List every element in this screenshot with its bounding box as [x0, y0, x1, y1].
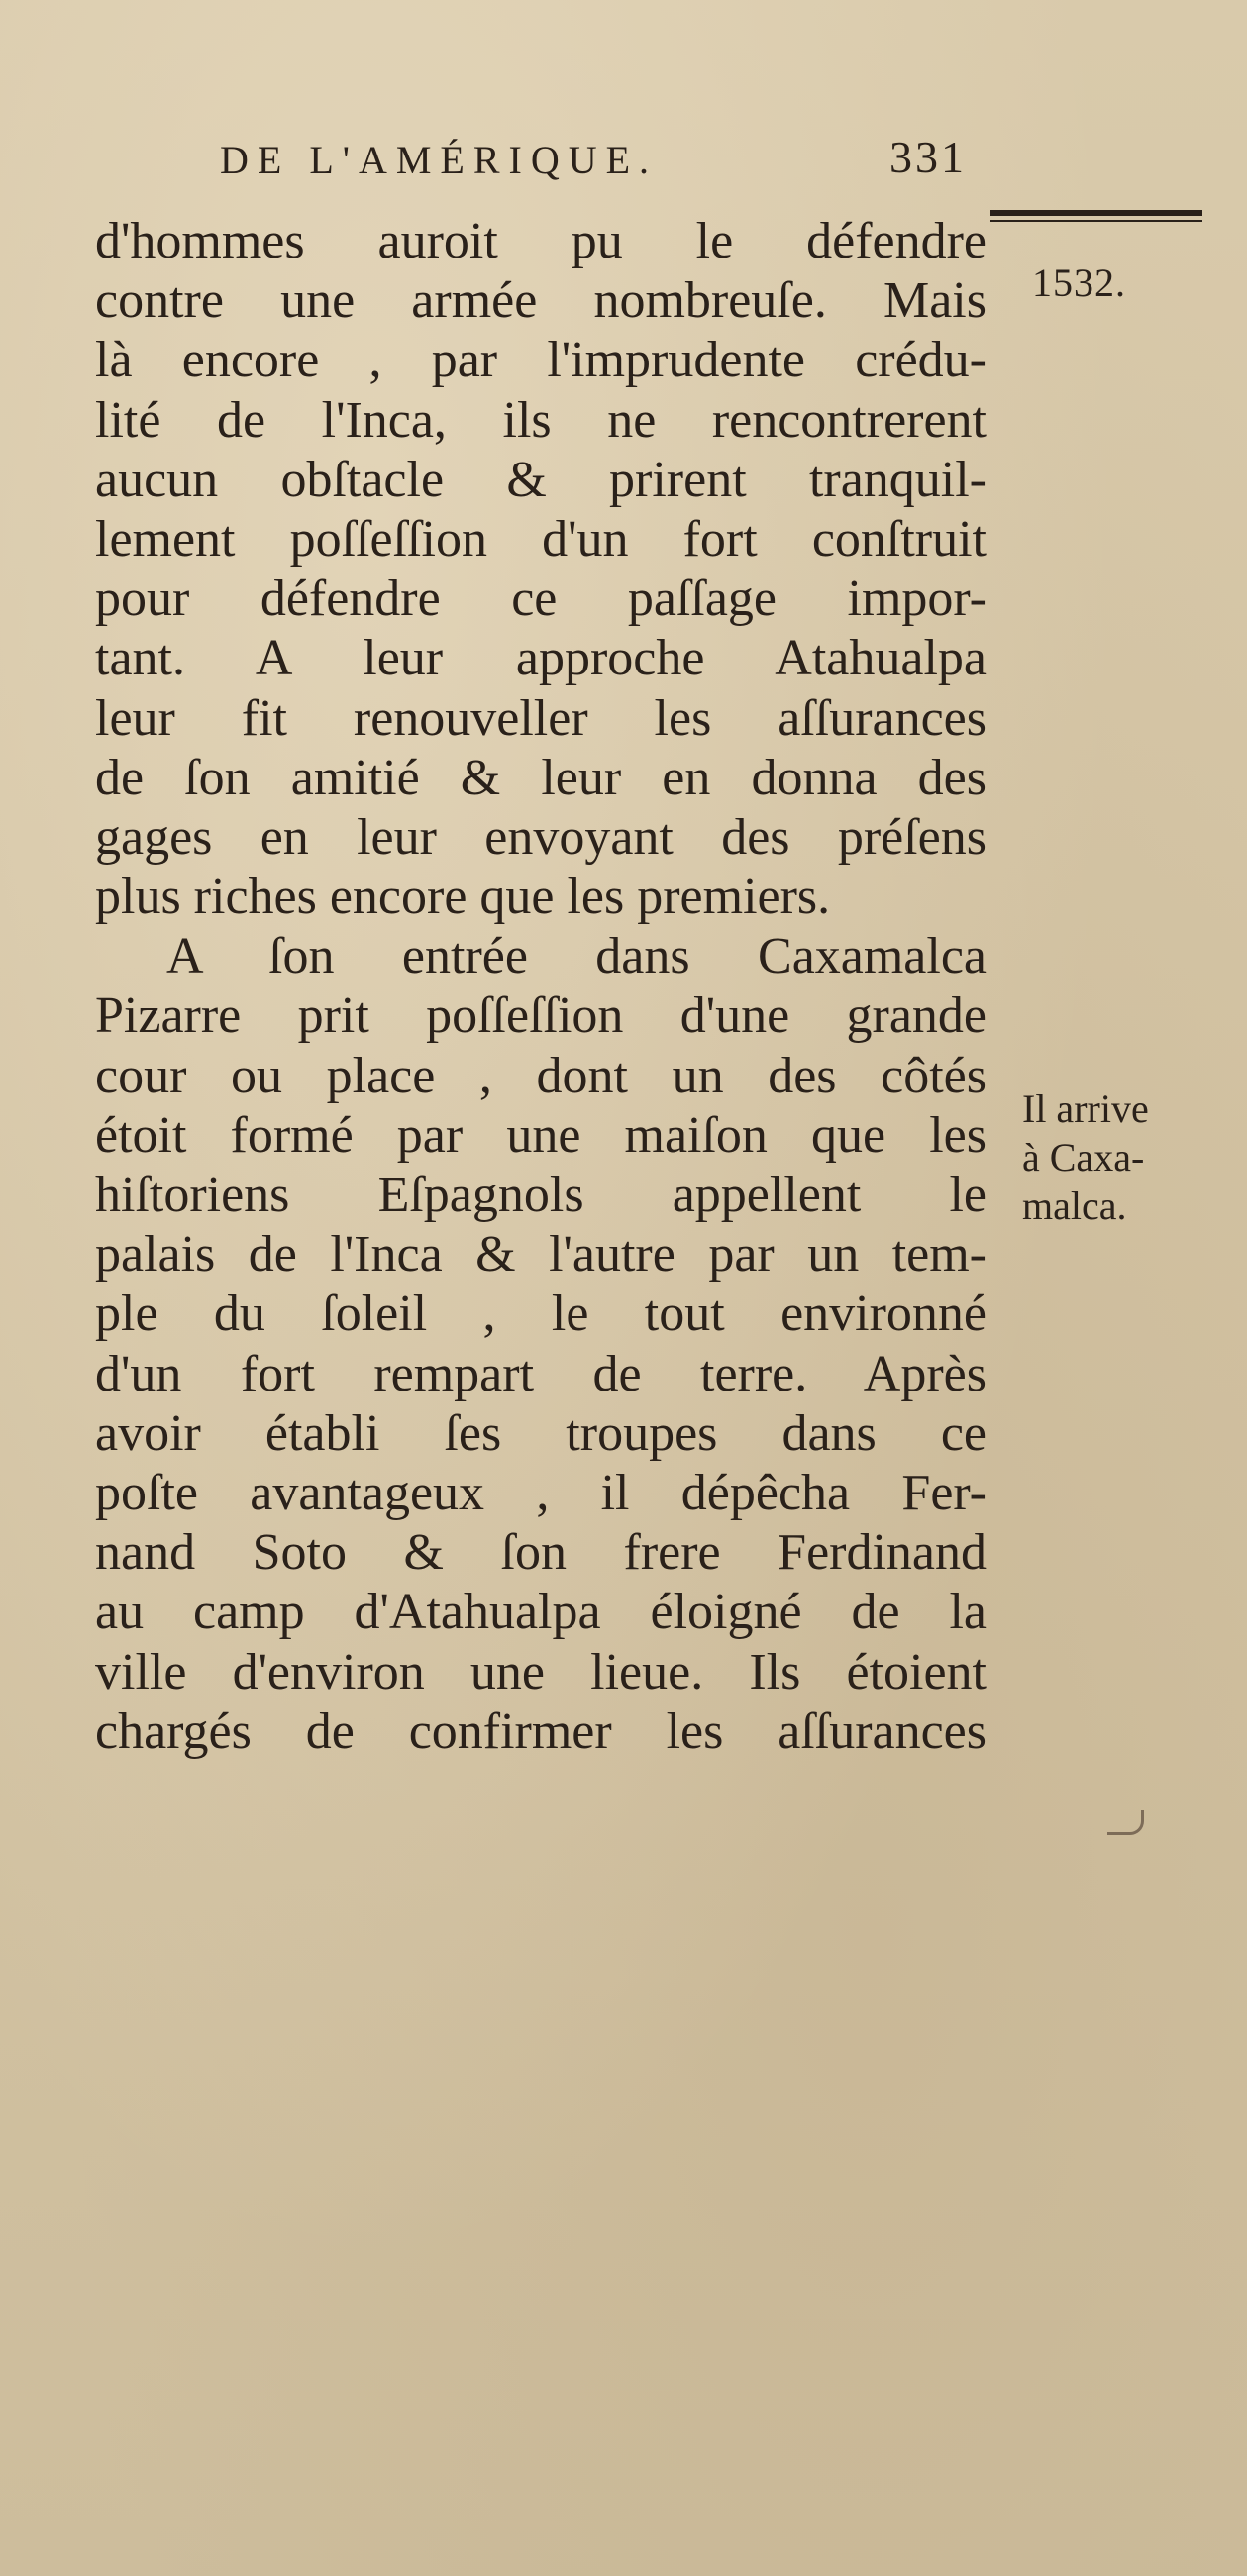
text-line: aucun obſtacle & prirent tranquil- — [95, 451, 987, 508]
text-line: hiſtoriens Eſpagnols appellent le — [95, 1167, 987, 1223]
margin-note — [1022, 1084, 1149, 1230]
text-line: tant. A leur approche Atahualpa — [95, 630, 987, 687]
text-line: Pizarre prit poſſeſſion d'une grande — [95, 987, 987, 1045]
text-line: A ſon entrée dans Caxamalca — [166, 928, 987, 985]
text-line: nand Soto & ſon frere Ferdinand — [95, 1524, 987, 1582]
text-line: d'un fort rempart de terre. Après — [95, 1345, 987, 1402]
margin-note-line: malca. — [1022, 1184, 1127, 1228]
text-line: d'hommes auroit pu le défendre — [95, 213, 987, 269]
running-title: DE L'AMÉRIQUE. — [220, 138, 659, 182]
text-line: étoit formé par une maiſon que les — [95, 1106, 987, 1164]
text-line: ville d'environ une lieue. Ils étoient — [95, 1643, 987, 1700]
text-line: contre une armée nombreuſe. Mais — [95, 272, 987, 330]
text-line: poſte avantageux , il dépêcha Fer- — [95, 1464, 987, 1521]
text-line: cour ou place , dont un des côtés — [95, 1047, 987, 1104]
text-line: pour défendre ce paſſage impor- — [95, 570, 987, 628]
text-line: avoir établi ſes troupes dans ce — [95, 1404, 987, 1462]
margin-note-line: à Caxa- — [1022, 1135, 1145, 1180]
body-text — [95, 212, 987, 1762]
text-line: plus riches encore que les premiers. — [95, 869, 831, 926]
page-number: 331 — [889, 132, 967, 182]
text-line: au camp d'Atahualpa éloigné de la — [95, 1584, 987, 1641]
header-rule — [990, 210, 1202, 222]
text-line: chargés de confirmer les aſſurances — [95, 1702, 987, 1760]
margin-note-line: Il arrive — [1022, 1086, 1149, 1131]
text-line: lité de l'Inca, ils ne rencontrerent — [95, 391, 987, 449]
text-line: lement poſſeſſion d'un fort conſtruit — [95, 510, 987, 567]
text-line: leur fit renouveller les aſſurances — [95, 689, 987, 747]
text-line: gages en leur envoyant des préſens — [95, 808, 987, 866]
text-line: là encore , par l'imprudente crédu- — [95, 332, 987, 389]
margin-year: 1532. — [1032, 260, 1126, 305]
text-line: ple du ſoleil , le tout environné — [95, 1286, 987, 1343]
text-line: de ſon amitié & leur en donna des — [95, 749, 987, 806]
text-line: palais de l'Inca & l'autre par un tem- — [95, 1226, 987, 1284]
ink-mark — [1107, 1810, 1144, 1835]
